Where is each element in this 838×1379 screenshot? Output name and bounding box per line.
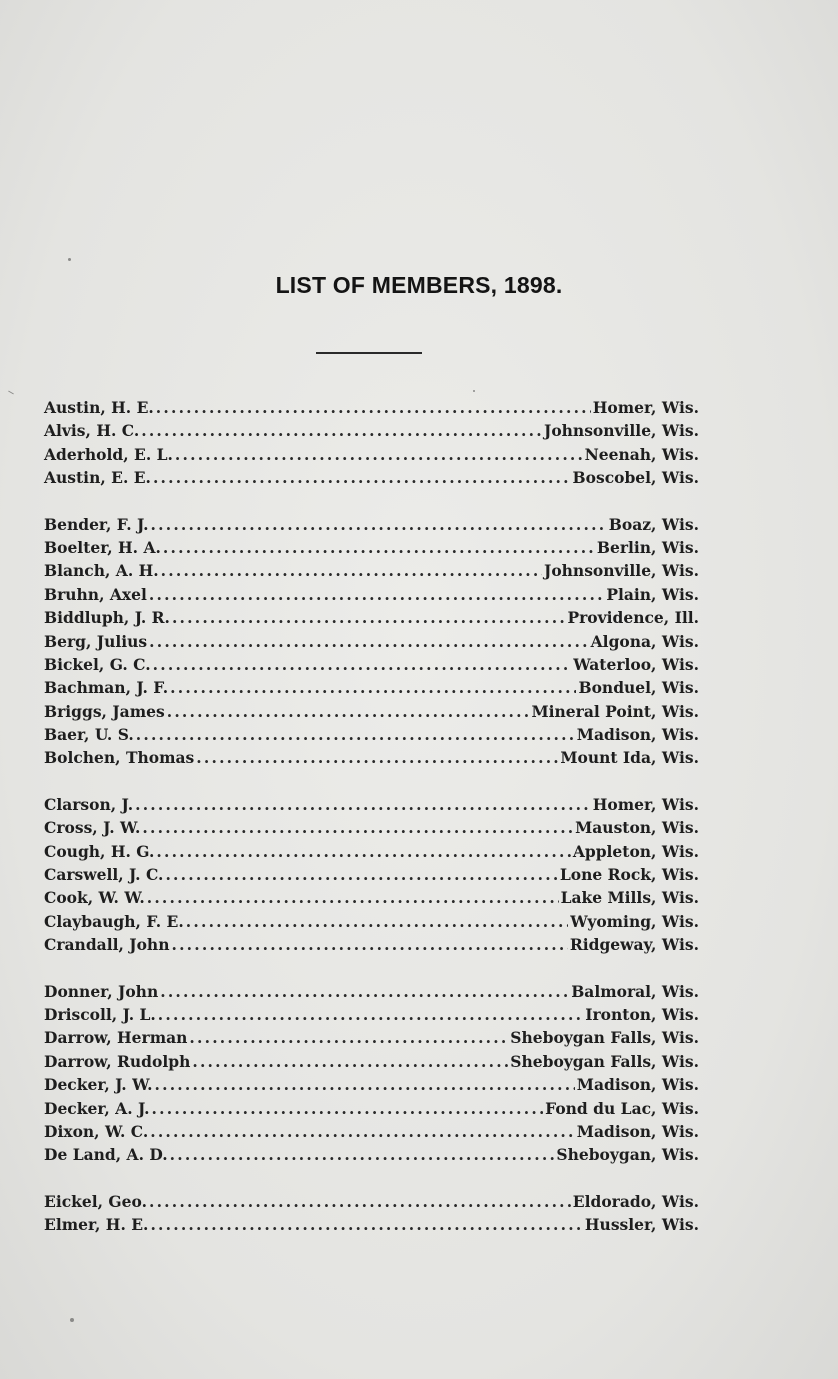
member-entry — [44, 536, 699, 559]
member-name: Donner, John — [44, 981, 159, 1001]
dot-leader — [141, 419, 542, 442]
member-place: Waterloo, Wis. — [573, 654, 699, 674]
member-entry — [44, 746, 699, 769]
member-name: Clarson, J. — [44, 794, 134, 814]
member-place: Madison, Wis. — [576, 725, 699, 745]
dot-leader — [189, 1026, 508, 1049]
member-entry — [44, 559, 699, 582]
dot-leader — [142, 816, 573, 839]
member-name: De Land, A. D. — [44, 1145, 168, 1165]
member-place: Mineral Point, Wis. — [531, 701, 699, 721]
dot-leader — [147, 886, 559, 909]
member-entry — [44, 910, 699, 933]
member-place: Lone Rock, Wis. — [559, 865, 699, 885]
member-entry — [44, 583, 699, 606]
member-place: Mount Ida, Wis. — [560, 748, 699, 768]
member-entry — [44, 1026, 699, 1049]
dot-leader — [156, 396, 591, 419]
member-place: Ridgeway, Wis. — [569, 935, 699, 955]
dot-leader — [161, 559, 542, 582]
member-list — [44, 396, 699, 1260]
member-place: Johnsonville, Wis. — [543, 561, 699, 581]
dot-leader — [192, 1050, 508, 1073]
member-name: Boelter, H. A. — [44, 537, 161, 557]
member-name: Briggs, James — [44, 701, 165, 721]
member-group-d — [44, 980, 699, 1167]
member-entry — [44, 863, 699, 886]
member-place: Berlin, Wis. — [596, 537, 699, 557]
member-entry — [44, 793, 699, 816]
member-entry — [44, 886, 699, 909]
member-place: Homer, Wis. — [592, 794, 699, 814]
member-name: Dixon, W. C. — [44, 1121, 149, 1141]
dot-leader — [153, 653, 572, 676]
member-group-e — [44, 1190, 699, 1237]
dot-leader — [165, 863, 557, 886]
member-name: Berg, Julius — [44, 631, 148, 651]
member-name: Cross, J. W. — [44, 818, 141, 838]
member-entry — [44, 1050, 699, 1073]
member-place: Johnsonville, Wis. — [543, 421, 699, 441]
member-name: Bruhn, Axel — [44, 584, 147, 604]
member-entry — [44, 653, 699, 676]
member-entry — [44, 840, 699, 863]
member-place: Providence, Ill. — [567, 608, 699, 628]
member-entry — [44, 1143, 699, 1166]
dot-leader — [186, 910, 568, 933]
member-name: Blanch, A. H. — [44, 561, 159, 581]
dot-leader — [150, 1213, 582, 1236]
member-place: Appleton, Wis. — [572, 841, 699, 861]
member-place: Algona, Wis. — [590, 631, 699, 651]
dot-leader — [149, 1190, 571, 1213]
dot-leader — [170, 1143, 555, 1166]
member-name: Darrow, Rudolph — [44, 1051, 191, 1071]
dot-leader — [150, 1120, 575, 1143]
member-entry — [44, 676, 699, 699]
member-place: Balmoral, Wis. — [571, 981, 699, 1001]
member-name: Austin, E. E. — [44, 468, 151, 488]
dot-leader — [135, 793, 591, 816]
member-entry — [44, 606, 699, 629]
member-place: Madison, Wis. — [576, 1075, 699, 1095]
dot-leader — [175, 443, 583, 466]
member-name: Decker, J. W. — [44, 1075, 153, 1095]
dot-leader — [149, 583, 604, 606]
member-place: Eldorado, Wis. — [572, 1191, 699, 1211]
member-entry — [44, 1003, 699, 1026]
member-entry — [44, 1120, 699, 1143]
member-group-a — [44, 396, 699, 490]
member-group-b — [44, 513, 699, 770]
page-title: LIST OF MEMBERS, 1898. — [275, 272, 563, 298]
member-place: Homer, Wis. — [592, 398, 699, 417]
member-place: Ironton, Wis. — [585, 1004, 699, 1024]
member-name: Darrow, Herman — [44, 1028, 188, 1048]
member-entry — [44, 396, 699, 419]
member-entry — [44, 1190, 699, 1213]
member-name: Crandall, John — [44, 935, 170, 955]
member-name: Bachman, J. F. — [44, 678, 169, 698]
dot-leader — [136, 723, 575, 746]
dot-leader — [149, 630, 589, 653]
member-entry — [44, 513, 699, 536]
member-entry — [44, 723, 699, 746]
member-place: Neenah, Wis. — [584, 444, 699, 464]
member-entry — [44, 630, 699, 653]
dot-leader — [156, 840, 570, 863]
member-entry — [44, 933, 699, 956]
dot-leader — [152, 1097, 544, 1120]
member-place: Boscobel, Wis. — [572, 468, 699, 488]
member-name: Bolchen, Thomas — [44, 748, 195, 768]
member-place: Bonduel, Wis. — [578, 678, 699, 698]
member-name: Cough, H. G. — [44, 841, 155, 861]
dot-leader — [171, 933, 567, 956]
member-place: Mauston, Wis. — [575, 818, 699, 838]
member-entry — [44, 466, 699, 489]
member-place: Boaz, Wis. — [608, 514, 699, 534]
member-name: Bender, F. J. — [44, 514, 149, 534]
member-name: Bickel, G. C. — [44, 654, 151, 674]
dot-leader — [170, 676, 576, 699]
member-entry — [44, 1097, 699, 1120]
member-place: Hussler, Wis. — [584, 1215, 699, 1235]
member-place: Sheboygan Falls, Wis. — [510, 1051, 699, 1071]
member-name: Cook, W. W. — [44, 888, 145, 908]
member-name: Alvis, H. C. — [44, 421, 140, 441]
member-name: Biddluph, J. R. — [44, 608, 170, 628]
dot-leader — [163, 536, 595, 559]
member-name: Aderhold, E. L. — [44, 444, 173, 464]
member-entry — [44, 816, 699, 839]
member-name: Baer, U. S. — [44, 725, 134, 745]
member-name: Driscoll, J. L. — [44, 1004, 156, 1024]
member-place: Sheboygan, Wis. — [556, 1145, 699, 1165]
member-place: Lake Mills, Wis. — [560, 888, 699, 908]
member-entry — [44, 1213, 699, 1236]
dot-leader — [153, 466, 571, 489]
dot-leader — [158, 1003, 583, 1026]
member-group-c — [44, 793, 699, 957]
member-name: Elmer, H. E. — [44, 1215, 149, 1235]
dot-leader — [196, 746, 558, 769]
member-place: Plain, Wis. — [606, 584, 699, 604]
member-entry — [44, 980, 699, 1003]
dot-leader — [151, 513, 607, 536]
member-name: Austin, H. E. — [44, 398, 154, 417]
member-place: Sheboygan Falls, Wis. — [510, 1028, 699, 1048]
title-divider — [316, 352, 422, 354]
member-place: Fond du Lac, Wis. — [545, 1098, 699, 1118]
member-name: Claybaugh, F. E. — [44, 911, 184, 931]
dot-leader — [167, 700, 530, 723]
member-name: Decker, A. J. — [44, 1098, 150, 1118]
member-name: Eickel, Geo. — [44, 1191, 147, 1211]
dot-leader — [160, 980, 569, 1003]
member-entry — [44, 419, 699, 442]
member-entry — [44, 443, 699, 466]
member-name: Carswell, J. C. — [44, 865, 164, 885]
dot-leader — [155, 1073, 575, 1096]
dot-leader — [172, 606, 566, 629]
member-entry — [44, 700, 699, 723]
member-place: Madison, Wis. — [576, 1121, 699, 1141]
member-place: Wyoming, Wis. — [570, 911, 699, 931]
member-entry — [44, 1073, 699, 1096]
